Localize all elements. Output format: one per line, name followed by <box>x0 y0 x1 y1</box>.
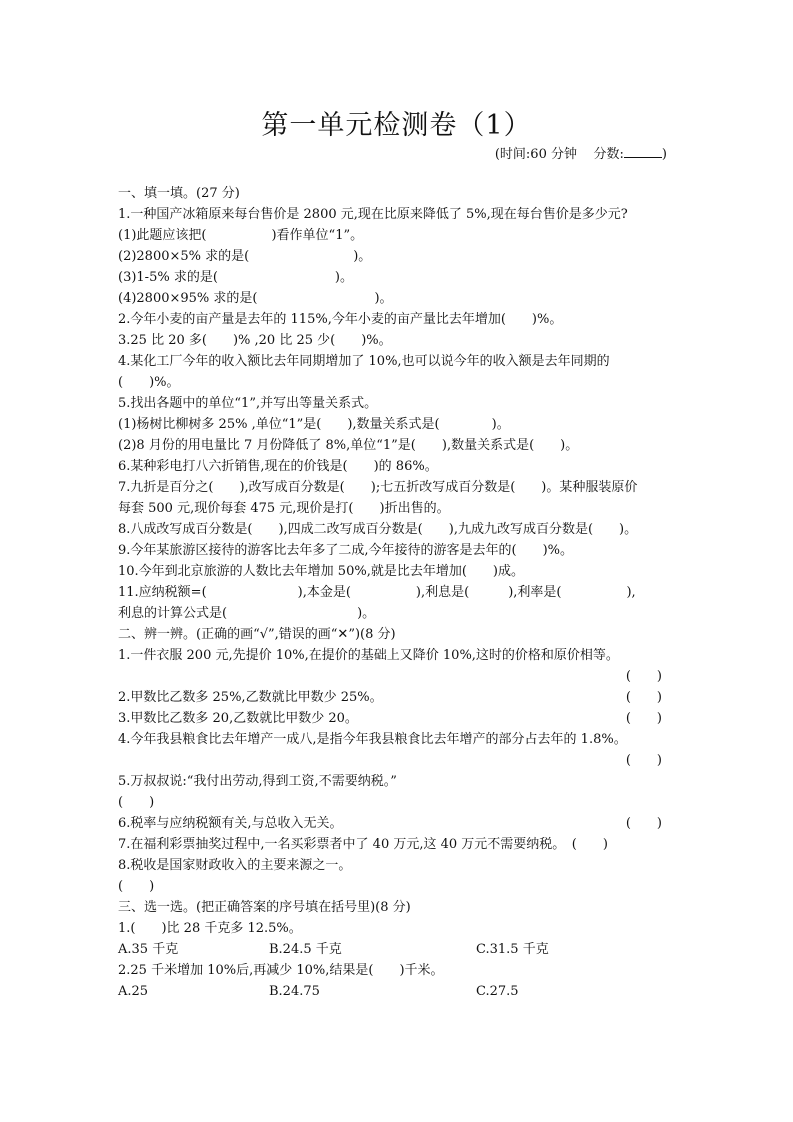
question-text: (3)1-5% 求的是( )。 <box>118 270 353 285</box>
score-label: 分数: <box>593 147 624 162</box>
answer-bracket: ( ) <box>625 753 662 768</box>
exam-content <box>118 183 678 1002</box>
question-line <box>118 918 678 939</box>
question-text: ( ) <box>118 879 155 894</box>
question-line <box>118 435 678 456</box>
question-text: 一、填一填。(27 分) <box>118 186 240 201</box>
options-row <box>118 939 678 960</box>
question-line <box>118 834 678 855</box>
question-line <box>118 393 678 414</box>
question-line <box>118 456 678 477</box>
score-blank <box>624 145 662 158</box>
question-text: 1.一件衣服 200 元,先提价 10%,在提价的基础上又降价 10%,这时的价格和原价相等。 <box>118 648 619 663</box>
time-label: (时间:60 分钟 <box>494 147 577 162</box>
question-text: 10.今年到北京旅游的人数比去年增加 50%,就是比去年增加( )成。 <box>118 564 524 579</box>
score-close: ) <box>661 147 667 162</box>
question-text: 2.25 千米增加 10%后,再减少 10%,结果是( )千米。 <box>118 963 444 978</box>
question-text: 2.甲数比乙数多 25%,乙数就比甲数少 25%。 <box>118 690 383 705</box>
option-c: C.31.5 千克 <box>476 942 549 957</box>
question-line <box>118 372 678 393</box>
question-line <box>118 246 678 267</box>
question-text: 6.某种彩电打八六折销售,现在的价钱是( )的 86%。 <box>118 459 438 474</box>
time-score-line <box>495 143 667 162</box>
question-line <box>118 582 678 603</box>
question-text: (2)8 月份的用电量比 7 月份降低了 8%,单位“1”是( ),数量关系式是( )。 <box>118 438 579 453</box>
question-text: 11.应纳税额=( ),本金是( ),利息是( ),利率是( ), <box>118 585 636 600</box>
question-line <box>118 708 678 729</box>
question-text: (1)杨树比柳树多 25% ,单位“1”是( ),数量关系式是( )。 <box>118 417 510 432</box>
question-text: 2.今年小麦的亩产量是去年的 115%,今年小麦的亩产量比去年增加( )%。 <box>118 312 563 327</box>
question-text: 9.今年某旅游区接待的游客比去年多了二成,今年接待的游客是去年的( )%。 <box>118 543 574 558</box>
question-line <box>118 414 678 435</box>
question-line <box>118 624 678 645</box>
question-line <box>118 225 678 246</box>
question-line <box>118 960 678 981</box>
question-line <box>118 267 678 288</box>
answer-bracket: ( ) <box>625 690 662 705</box>
question-text: 7.在福利彩票抽奖过程中,一名买彩票者中了 40 万元,这 40 万元不需要纳税。 ( ) <box>118 837 608 852</box>
question-line <box>118 666 678 687</box>
question-line <box>118 183 678 204</box>
question-line <box>118 645 678 666</box>
question-line <box>118 477 678 498</box>
question-line <box>118 876 678 897</box>
question-text: 5.万叔叔说:“我付出劳动,得到工资,不需要纳税。” <box>118 774 397 789</box>
question-text: 5.找出各题中的单位“1”,并写出等量关系式。 <box>118 396 378 411</box>
question-text: 7.九折是百分之( ),改写成百分数是( );七五折改写成百分数是( )。某种服装原价 <box>118 480 638 495</box>
page-title: 第一单元检测卷（1） <box>261 110 532 141</box>
question-text: 利息的计算公式是( )。 <box>118 606 376 621</box>
question-line <box>118 603 678 624</box>
question-text: 3.25 比 20 多( )% ,20 比 25 少( )%。 <box>118 333 392 348</box>
option-b: B.24.75 <box>269 984 320 999</box>
question-text: 1.( )比 28 千克多 12.5%。 <box>118 921 302 936</box>
question-text: 三、选一选。(把正确答案的序号填在括号里)(8 分) <box>118 900 411 915</box>
question-text: 4.今年我县粮食比去年增产一成八,是指今年我县粮食比去年增产的部分占去年的 1.8%。 <box>118 732 627 747</box>
question-line <box>118 813 678 834</box>
question-text: 每套 500 元,现价每套 475 元,现价是打( )折出售的。 <box>118 501 450 516</box>
question-text: 1.一种国产冰箱原来每台售价是 2800 元,现在比原来降低了 5%,现在每台售价是多少元? <box>118 207 628 222</box>
question-line <box>118 792 678 813</box>
question-text: 6.税率与应纳税额有关,与总收入无关。 <box>118 816 343 831</box>
question-line <box>118 771 678 792</box>
question-line <box>118 729 678 750</box>
question-line <box>118 288 678 309</box>
option-a: A.35 千克 <box>118 942 179 957</box>
question-line <box>118 750 678 771</box>
question-line <box>118 855 678 876</box>
question-text: 二、辨一辨。(正确的画“√”,错误的画“✕”)(8 分) <box>118 627 396 642</box>
question-text: (4)2800×95% 求的是( )。 <box>118 291 393 306</box>
option-b: B.24.5 千克 <box>269 942 342 957</box>
question-line <box>118 204 678 225</box>
question-line <box>118 309 678 330</box>
question-text: ( ) <box>118 795 155 810</box>
answer-bracket: ( ) <box>625 669 662 684</box>
question-text: 3.甲数比乙数多 20,乙数就比甲数少 20。 <box>118 711 358 726</box>
option-a: A.25 <box>118 984 149 999</box>
question-line <box>118 519 678 540</box>
question-text: 8.税收是国家财政收入的主要来源之一。 <box>118 858 352 873</box>
answer-bracket: ( ) <box>625 711 662 726</box>
question-line <box>118 561 678 582</box>
question-line <box>118 897 678 918</box>
question-text: 8.八成改写成百分数是( ),四成二改写成百分数是( ),九成九改写成百分数是( )。 <box>118 522 638 537</box>
question-line <box>118 540 678 561</box>
question-line <box>118 351 678 372</box>
question-line <box>118 330 678 351</box>
question-text: (1)此题应该把( )看作单位“1”。 <box>118 228 364 243</box>
answer-bracket: ( ) <box>625 816 662 831</box>
question-text: (2)2800×5% 求的是( )。 <box>118 249 372 264</box>
question-line <box>118 498 678 519</box>
question-text: 4.某化工厂今年的收入额比去年同期增加了 10%,也可以说今年的收入额是去年同期的 <box>118 354 610 369</box>
option-c: C.27.5 <box>476 984 519 999</box>
question-line <box>118 687 678 708</box>
options-row <box>118 981 678 1002</box>
question-text: ( )%。 <box>118 375 180 390</box>
